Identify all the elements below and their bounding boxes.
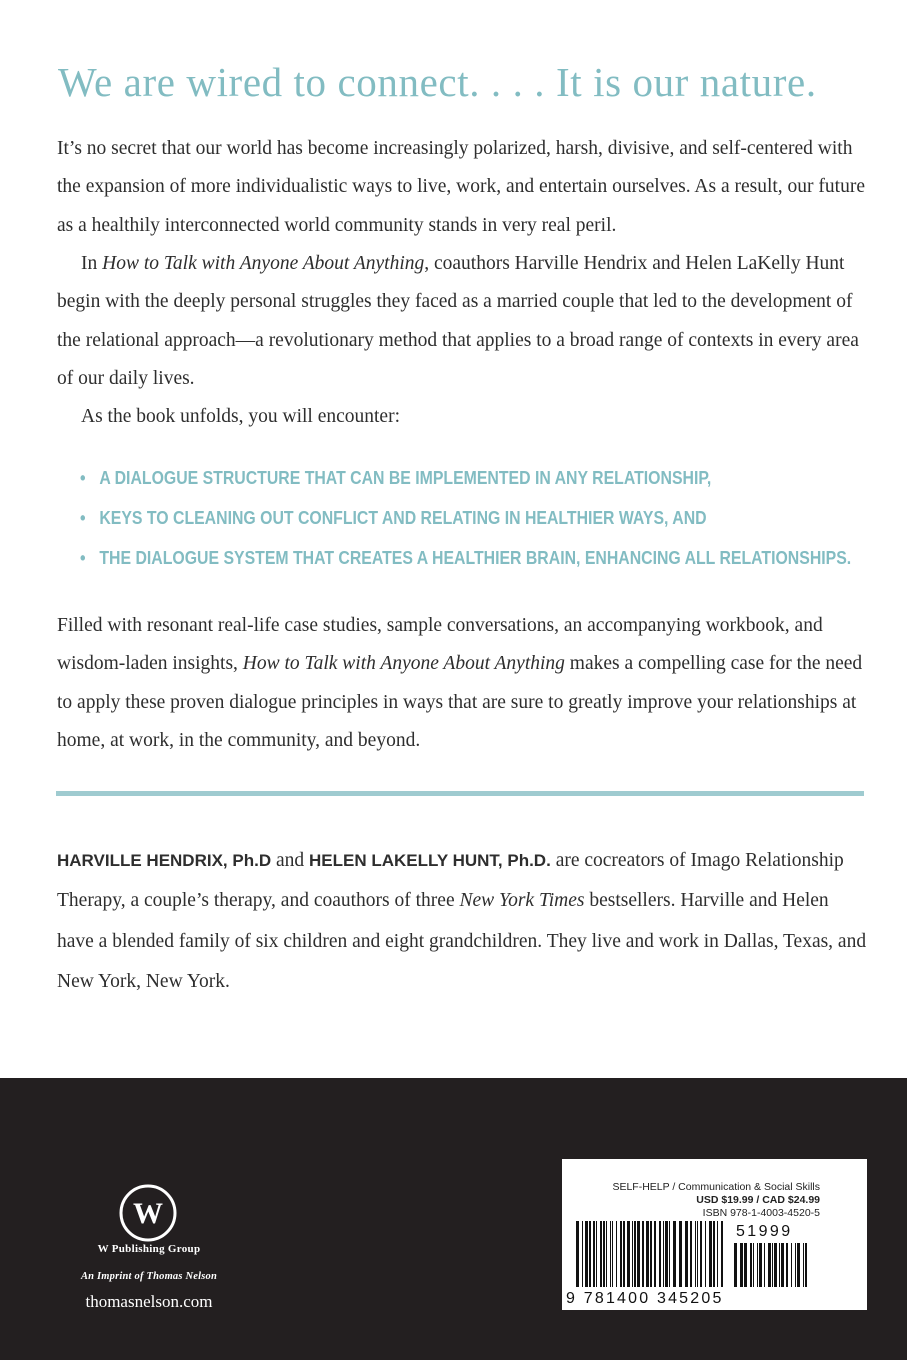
bullet-icon: • xyxy=(80,548,86,568)
barcode-bar xyxy=(585,1221,588,1287)
list-item xyxy=(80,498,784,538)
w-publishing-logo-icon xyxy=(118,1183,178,1243)
list-intro: As the book unfolds, you will encounter: xyxy=(81,406,400,427)
barcode-bar xyxy=(610,1221,611,1287)
barcode-bar xyxy=(665,1221,668,1287)
logo-glyph: W xyxy=(133,1197,163,1230)
barcode-bar xyxy=(616,1221,617,1287)
barcode-bar xyxy=(768,1243,771,1287)
isbn: ISBN 978-1-4003-4520-5 xyxy=(702,1207,820,1219)
para4-rest: makes a compelling case for the need to apply these proven dialogue principles in ways that are sure to greatly improve your relationships at home, at work, in the community, and beyond. xyxy=(57,653,863,751)
bullet-text: A DIALOGUE STRUCTURE THAT CAN BE IMPLEMENTED IN ANY RELATIONSHIP, xyxy=(99,468,712,488)
barcode-bar xyxy=(620,1221,622,1287)
barcode-bar xyxy=(786,1243,788,1287)
author-name-2: HELEN LAKELLY HUNT, Ph.D. xyxy=(309,851,551,870)
barcode-bar xyxy=(646,1221,649,1287)
bio-and: and xyxy=(271,850,309,871)
barcode-bar xyxy=(659,1221,661,1287)
barcode-bar xyxy=(623,1221,625,1287)
barcode-bar xyxy=(600,1221,602,1287)
barcode-bar xyxy=(596,1221,597,1287)
publisher-name: W Publishing Group xyxy=(97,1243,201,1255)
barcode-bar xyxy=(632,1221,633,1287)
barcode-bar xyxy=(576,1221,579,1287)
barcode-bar xyxy=(654,1221,656,1287)
barcode-bar xyxy=(803,1243,804,1287)
barcode-bar xyxy=(589,1221,591,1287)
para2-prefix: In xyxy=(81,253,103,274)
bisac-category: SELF-HELP / Communication & Social Skills xyxy=(612,1181,820,1193)
barcode-bar xyxy=(713,1221,715,1287)
bio-text-1: are cocreators of Imago Relationship Therapy, a couple’s therapy, and coauthors of three xyxy=(57,850,844,912)
para4-prefix: Filled with resonant real-life case studies, sample conversations, an accompanying workbook, and wisdom-laden insights, xyxy=(57,615,823,675)
barcode-bar xyxy=(606,1221,607,1287)
divider xyxy=(56,791,864,796)
barcode-bar xyxy=(690,1221,692,1287)
book-title: How to Talk with Anyone About Anything xyxy=(102,253,425,274)
barcode-bar xyxy=(734,1243,737,1287)
para2-rest: , coauthors Harville Hendrix and Helen LaKelly Hunt begin with the deeply personal struggles they faced as a married couple that led to the development of the relational approach—a revolutionary method that applies to a broad range of contexts in every area of our daily lives. xyxy=(57,253,859,389)
price-code: 51999 xyxy=(736,1223,793,1240)
barcode-bar xyxy=(669,1221,670,1287)
barcode-bar xyxy=(721,1221,723,1287)
bio-text-2: bestsellers. Harville and Helen have a blended family of six children and eight grandchildren. They live and work in Dallas, Texas, and New York, New York. xyxy=(57,890,867,992)
barcode-bar xyxy=(582,1221,583,1287)
barcode-bar xyxy=(685,1221,688,1287)
headline: We are wired to connect. . . . It is our nature. xyxy=(58,59,817,105)
barcode-bar xyxy=(679,1221,682,1287)
barcode-digits: 9 781400 345205 xyxy=(566,1290,724,1307)
barcode-bar xyxy=(642,1221,644,1287)
nyt-title: New York Times xyxy=(459,890,585,912)
list-item xyxy=(80,538,852,578)
author-bio xyxy=(57,841,869,1002)
barcode-bar xyxy=(663,1221,664,1287)
barcode-bar xyxy=(795,1243,796,1287)
description-paragraph xyxy=(57,245,869,398)
barcode-bar xyxy=(744,1243,747,1287)
barcode-bar xyxy=(717,1221,718,1287)
barcode-bar xyxy=(764,1243,765,1287)
barcode-bar xyxy=(791,1243,792,1287)
bullet-icon: • xyxy=(80,508,86,528)
barcode-bar xyxy=(673,1221,676,1287)
barcode-bar xyxy=(797,1243,800,1287)
barcode-bar xyxy=(705,1221,706,1287)
barcode-bar xyxy=(612,1221,613,1287)
barcode-bar xyxy=(650,1221,652,1287)
bullet-text: KEYS TO CLEANING OUT CONFLICT AND RELATING IN HEALTHIER WAYS, AND xyxy=(99,508,707,528)
barcode-bar xyxy=(753,1243,754,1287)
barcode-bar xyxy=(781,1243,784,1287)
barcode-bar xyxy=(637,1221,640,1287)
barcode-bar xyxy=(779,1243,780,1287)
price: USD $19.99 / CAD $24.99 xyxy=(696,1194,820,1206)
barcode-bar xyxy=(695,1221,696,1287)
bullet-text: THE DIALOGUE SYSTEM THAT CREATES A HEALTHIER BRAIN, ENHANCING ALL RELATIONSHIPS. xyxy=(99,548,852,568)
barcode-bar xyxy=(774,1243,777,1287)
publisher-website: thomasnelson.com xyxy=(85,1292,213,1311)
bullet-icon: • xyxy=(80,468,86,488)
barcode-bar xyxy=(772,1243,773,1287)
intro-paragraph: It’s no secret that our world has become increasingly polarized, harsh, divisive, and self-centered with the expansion of more individualistic ways to live, work, and entertain ourselves. As a result, our future as a healthily interconnected world community stands in very real peril. xyxy=(57,138,865,236)
summary-paragraph xyxy=(57,607,869,760)
barcode-bar xyxy=(603,1221,605,1287)
author-name-1: HARVILLE HENDRIX, Ph.D xyxy=(57,851,272,870)
publisher-imprint: An Imprint of Thomas Nelson xyxy=(80,1271,218,1282)
barcode-box xyxy=(562,1159,867,1310)
bullet-list xyxy=(80,458,852,578)
barcode-bar xyxy=(740,1243,743,1287)
barcode-bar xyxy=(759,1243,762,1287)
barcode-bar xyxy=(627,1221,630,1287)
barcode-bar xyxy=(757,1243,758,1287)
barcode-bar xyxy=(634,1221,636,1287)
barcode-bar xyxy=(750,1243,752,1287)
book-title: How to Talk with Anyone About Anything xyxy=(242,653,565,675)
barcode-bar xyxy=(697,1221,698,1287)
list-item xyxy=(80,458,784,498)
barcode-bar xyxy=(593,1221,595,1287)
barcode-bar xyxy=(709,1221,712,1287)
barcode-bar xyxy=(805,1243,807,1287)
barcode-bar xyxy=(700,1221,702,1287)
